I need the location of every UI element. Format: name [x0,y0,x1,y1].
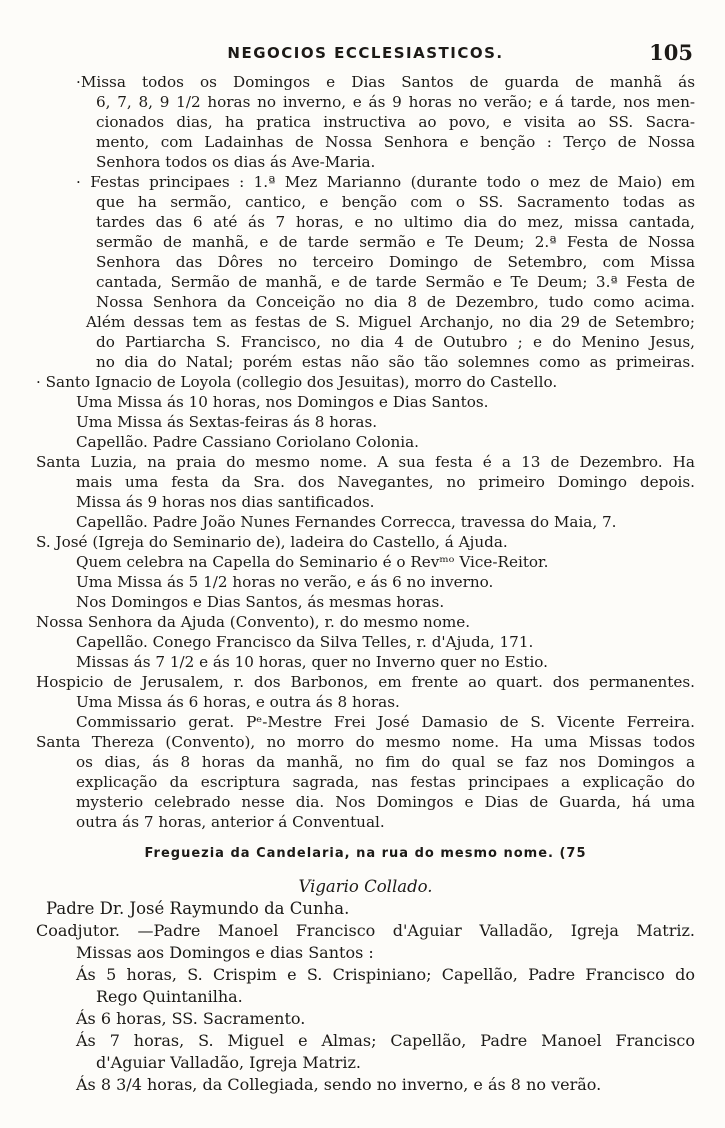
text-line: Ás 6 horas, SS. Sacramento. [76,1009,306,1028]
text-line: · Festas principaes : 1.ª Mez Marianno (durante todo o mez de Maio) em [76,173,695,191]
page-number: 105 [649,40,693,65]
text-line: Rego Quintanilha. [96,987,243,1006]
text-line: cionados dias, ha pratica instructiva ao povo, e visita ao SS. Sacra- [96,113,695,131]
text-line: 6, 7, 8, 9 1/2 horas no inverno, e ás 9 horas no verão; e á tarde, nos men- [96,93,695,111]
text-line: Nossa Senhora da Ajuda (Convento), r. do mesmo nome. [36,613,471,631]
text-line: do Partiarcha S. Francisco, no dia 4 de Outubro ; e do Menino Jesus, [96,333,695,351]
text-line: Além dessas tem as festas de S. Miguel Archanjo, no dia 29 de Setembro; [86,313,695,331]
text-line: Capellão. Conego Francisco da Silva Telles, r. d'Ajuda, 171. [76,633,534,651]
text-line: Uma Missa ás Sextas-feiras ás 8 horas. [76,413,378,431]
text-line: Uma Missa ás 5 1/2 horas no verão, e ás 6 no inverno. [76,573,494,591]
text-line: Nossa Senhora da Conceição no dia 8 de Dezembro, tudo como acima. [96,293,695,311]
page-body [36,72,695,1096]
text-line: S. José (Igreja do Seminario de), ladeira do Castello, á Ajuda. [36,533,508,551]
text-line: os dias, ás 8 horas da manhã, no fim do qual se faz nos Domingos a [76,753,695,771]
text-line: Coadjutor. —Padre Manoel Francisco d'Aguiar Valladão, Igreja Matriz. [36,921,695,940]
text-line: Senhora das Dôres no terceiro Domingo de Setembro, com Missa [96,253,695,271]
vigario-label: Vigario Collado. [298,877,433,896]
text-line: Missa ás 9 horas nos dias santificados. [76,493,375,511]
text-line: Senhora todos os dias ás Ave-Maria. [96,153,376,171]
text-line: sermão de manhã, e de tarde sermão e Te Deum; 2.ª Festa de Nossa [96,233,695,251]
text-line: Missas aos Domingos e dias Santos : [76,943,374,962]
running-title: NEGOCIOS ECCLESIASTICOS. [227,44,504,62]
text-line: mento, com Ladainhas de Nossa Senhora e benção : Terço de Nossa [96,133,695,151]
text-line: explicação da escriptura sagrada, nas festas principaes a explicação do [76,773,695,791]
text-line: Capellão. Padre Cassiano Coriolano Colonia. [76,433,419,451]
text-line: Ás 7 horas, S. Miguel e Almas; Capellão, Padre Manoel Francisco [76,1031,695,1050]
text-line: Santa Thereza (Convento), no morro do mesmo nome. Ha uma Missas todos [36,733,695,751]
text-line: mais uma festa da Sra. dos Navegantes, no primeiro Domingo depois. [76,473,695,491]
section-heading: Freguezia da Candelaria, na rua do mesmo nome. (75 [144,846,587,861]
text-line: Nos Domingos e Dias Santos, ás mesmas horas. [76,593,445,611]
text-line: cantada, Sermão de manhã, e de tarde Sermão e Te Deum; 3.ª Festa de [96,273,695,291]
text-line: outra ás 7 horas, anterior á Conventual. [76,813,385,831]
text-line: Capellão. Padre João Nunes Fernandes Correcca, travessa do Maia, 7. [76,513,617,531]
text-line: Commissario gerat. Pᵉ-Mestre Frei José Damasio de S. Vicente Ferreira. [76,713,695,731]
page-header [36,40,695,70]
text-line: no dia do Natal; porém estas não são tão solemnes como as primeiras. [96,353,695,371]
text-line: que ha sermão, cantico, e benção com o SS. Sacramento todas as [96,193,695,211]
text-line: Hospicio de Jerusalem, r. dos Barbonos, em frente ao quart. dos permanentes. [36,673,695,691]
text-line: Quem celebra na Capella do Seminario é o Revᵐᵒ Vice-Reitor. [76,553,549,571]
vigario-name: Padre Dr. José Raymundo da Cunha. [46,899,350,918]
text-block-churches [36,72,695,832]
text-line: Santa Luzia, na praia do mesmo nome. A sua festa é a 13 de Dezembro. Ha [36,453,695,471]
text-line: Ás 8 3/4 horas, da Collegiada, sendo no inverno, e ás 8 no verão. [76,1075,602,1094]
text-line: Uma Missa ás 10 horas, nos Domingos e Dias Santos. [76,393,489,411]
text-line: Missas ás 7 1/2 e ás 10 horas, quer no Inverno quer no Estio. [76,653,549,671]
text-line: tardes das 6 até ás 7 horas, e no ultimo dia do mez, missa cantada, [96,213,695,231]
text-line: Uma Missa ás 6 horas, e outra ás 8 horas. [76,693,400,711]
text-line: mysterio celebrado nesse dia. Nos Domingos e Dias de Guarda, há uma [76,793,695,811]
text-line: ·Missa todos os Domingos e Dias Santos de guarda de manhã ás [76,73,695,91]
text-block-candelaria [36,920,695,1096]
text-line: Ás 5 horas, S. Crispim e S. Crispiniano; Capellão, Padre Francisco do [76,965,695,984]
text-line: · Santo Ignacio de Loyola (collegio dos Jesuitas), morro do Castello. [36,373,558,391]
text-line: d'Aguiar Valladão, Igreja Matriz. [96,1053,362,1072]
